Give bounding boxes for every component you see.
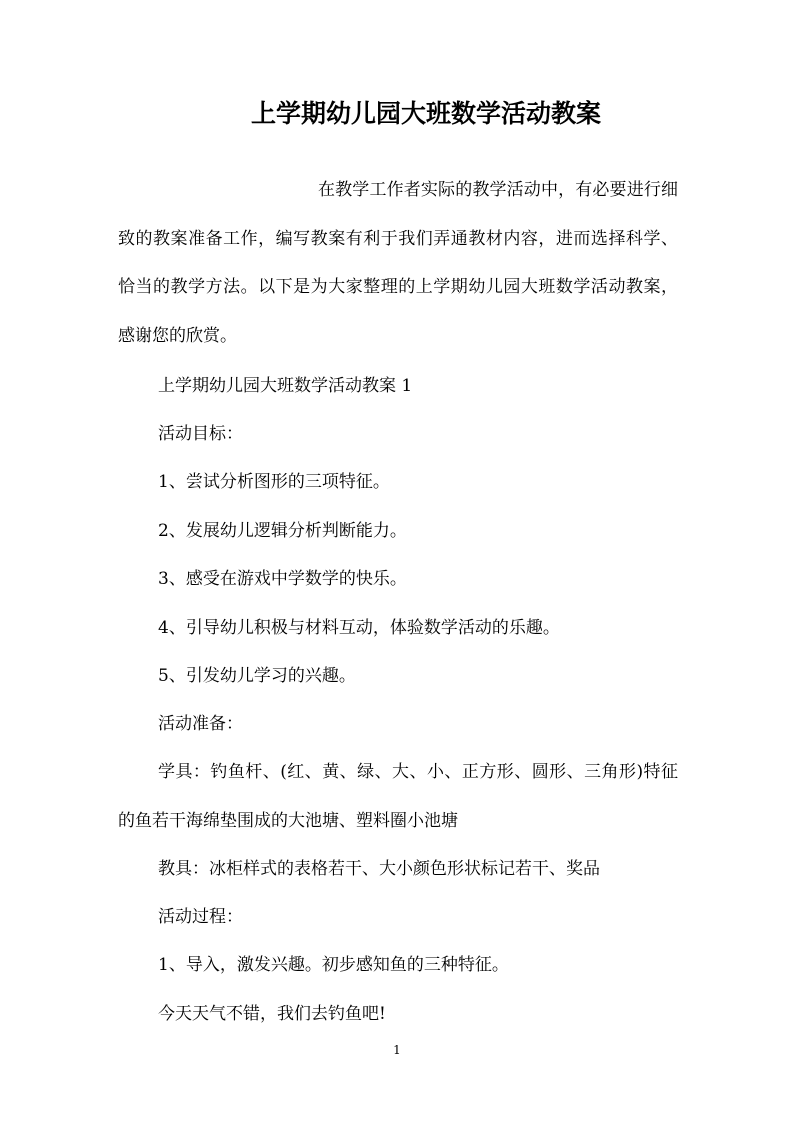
- goal-item: 2、发展幼儿逻辑分析判断能力。: [158, 521, 407, 541]
- process-text: 今天天气不错，我们去钓鱼吧!: [158, 1004, 386, 1024]
- page-number: 1: [393, 1043, 401, 1057]
- document-title: 上学期幼儿园大班数学活动教案: [250, 99, 601, 128]
- section-heading: 上学期幼儿园大班数学活动教案 1: [158, 376, 413, 396]
- materials-paragraph: 学具：钓鱼杆、(红、黄、绿、大、小、正方形、圆形、三角形)特征的鱼若干海绵垫围成的大池塘、塑料圈小池塘: [118, 762, 678, 831]
- goals-heading: 活动目标：: [158, 424, 243, 444]
- goal-item: 4、引导幼儿积极与材料互动，体验数学活动的乐趣。: [158, 618, 560, 638]
- preparation-heading: 活动准备：: [158, 714, 243, 734]
- intro-paragraph: 在教学工作者实际的教学活动中，有必要进行细致的教案准备工作，编写教案有利于我们弄通教材内容，进而选择科学、恰当的教学方法。以下是为大家整理的上学期幼儿园大班数学活动教案，感谢您的欣赏。: [118, 180, 678, 346]
- goal-item: 1、尝试分析图形的三项特征。: [158, 472, 390, 492]
- teaching-aids-paragraph: 教具：冰柜样式的表格若干、大小颜色形状标记若干、奖品: [158, 859, 600, 879]
- goal-item: 3、感受在游戏中学数学的快乐。: [158, 569, 407, 589]
- goal-item: 5、引发幼儿学习的兴趣。: [158, 666, 356, 686]
- process-step: 1、导入，激发兴趣。初步感知鱼的三种特征。: [158, 955, 509, 975]
- process-heading: 活动过程：: [158, 907, 243, 927]
